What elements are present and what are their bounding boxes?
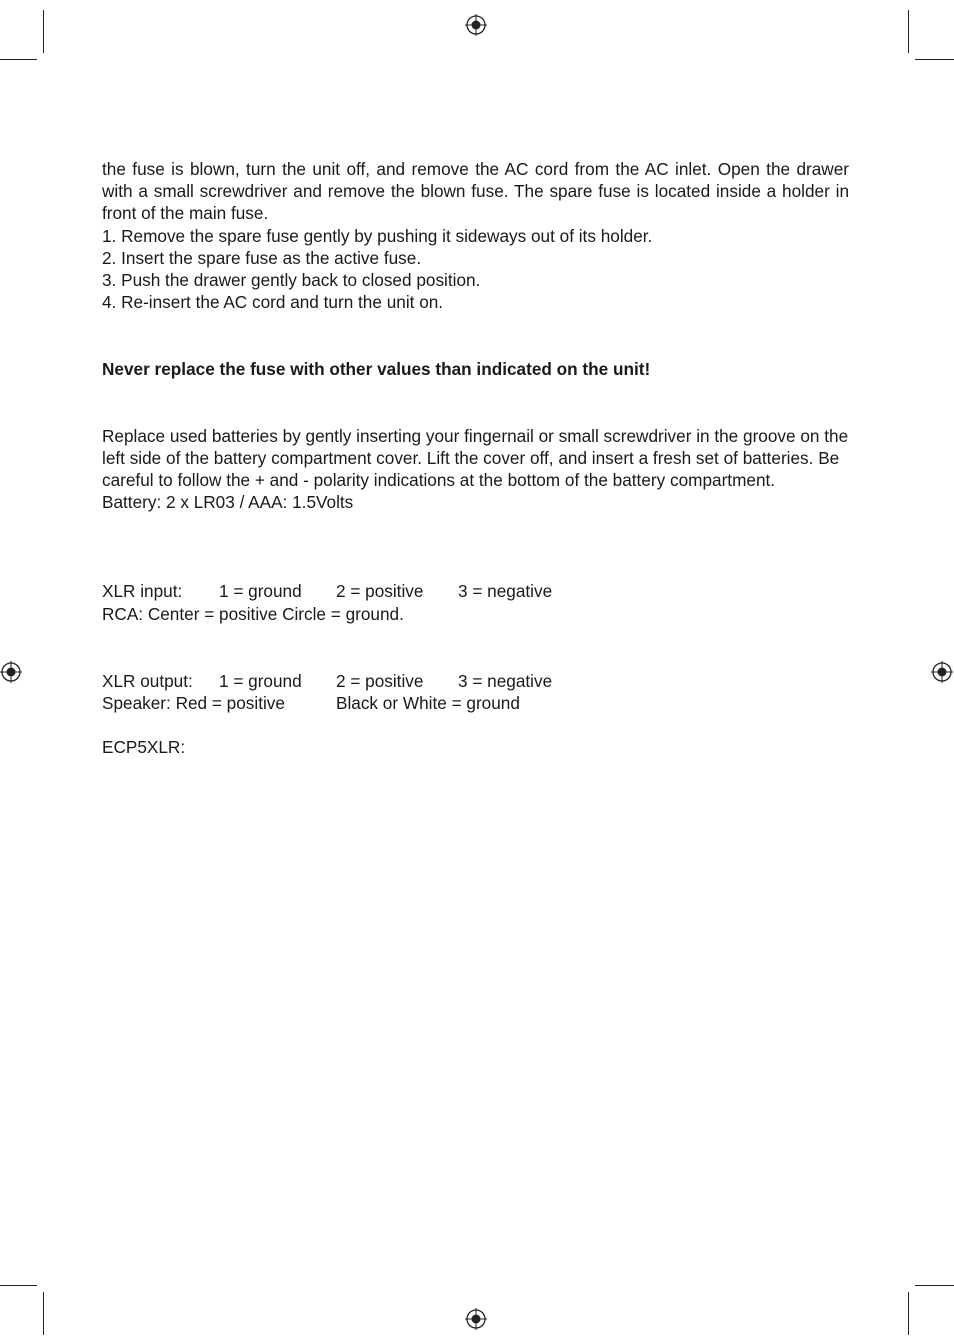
page-content — [102, 158, 849, 758]
rca-wiring: RCA: Center = positive Circle = ground. — [102, 603, 404, 624]
fuse-step: 1. Remove the spare fuse gently by pushing it sideways out of its holder. — [102, 225, 653, 246]
fuse-step: 3. Push the drawer gently back to closed position. — [102, 270, 481, 291]
fuse-step: 2. Insert the spare fuse as the active fuse. — [102, 247, 422, 268]
crop-mark — [915, 1285, 954, 1286]
fuse-intro: the fuse is blown, turn the unit off, and remove the AC cord from the AC inlet. Open the drawer with a small screwdriver and remove the blown fuse. The spare fuse is located inside a holder in front of the main fuse. — [102, 159, 849, 224]
xlr-output-label: XLR output: — [102, 670, 193, 691]
xlr-input-row — [102, 580, 849, 602]
xlr-output-pin3: 3 = negative — [458, 670, 553, 691]
speaker-positive: Speaker: Red = positive — [102, 693, 285, 714]
crop-mark — [43, 1292, 44, 1335]
crop-mark — [915, 59, 954, 60]
speaker-ground: Black or White = ground — [336, 693, 520, 714]
xlr-input-pin2: 2 = positive — [336, 581, 424, 602]
registration-mark-icon — [931, 661, 953, 683]
speaker-row — [102, 692, 849, 714]
crop-mark — [43, 10, 44, 53]
xlr-input-label: XLR input: — [102, 581, 183, 602]
crop-mark — [908, 10, 909, 53]
fuse-warning: Never replace the fuse with other values than indicated on the unit! — [102, 359, 651, 380]
xlr-output-pin1: 1 = ground — [219, 670, 302, 691]
fuse-step: 4. Re-insert the AC cord and turn the unit on. — [102, 292, 444, 313]
xlr-output-pin2: 2 = positive — [336, 670, 424, 691]
xlr-input-pin1: 1 = ground — [219, 581, 302, 602]
registration-mark-icon — [0, 661, 22, 683]
xlr-input-pin3: 3 = negative — [458, 581, 553, 602]
crop-mark — [0, 59, 37, 60]
registration-mark-icon — [465, 1308, 487, 1330]
registration-mark-icon — [465, 14, 487, 36]
xlr-output-row — [102, 670, 849, 692]
battery-spec: Battery: 2 x LR03 / AAA: 1.5Volts — [102, 492, 354, 513]
model-label: ECP5XLR: — [102, 737, 186, 758]
crop-mark — [0, 1285, 37, 1286]
crop-mark — [908, 1292, 909, 1335]
battery-instructions: Replace used batteries by gently inserting your fingernail or small screwdriver in the groove on the left side of the battery compartment cover. Lift the cover off, and insert a fresh set of batteries. Be careful to follow the + and - polarity indications at the bottom of the battery compartment. — [102, 425, 849, 491]
